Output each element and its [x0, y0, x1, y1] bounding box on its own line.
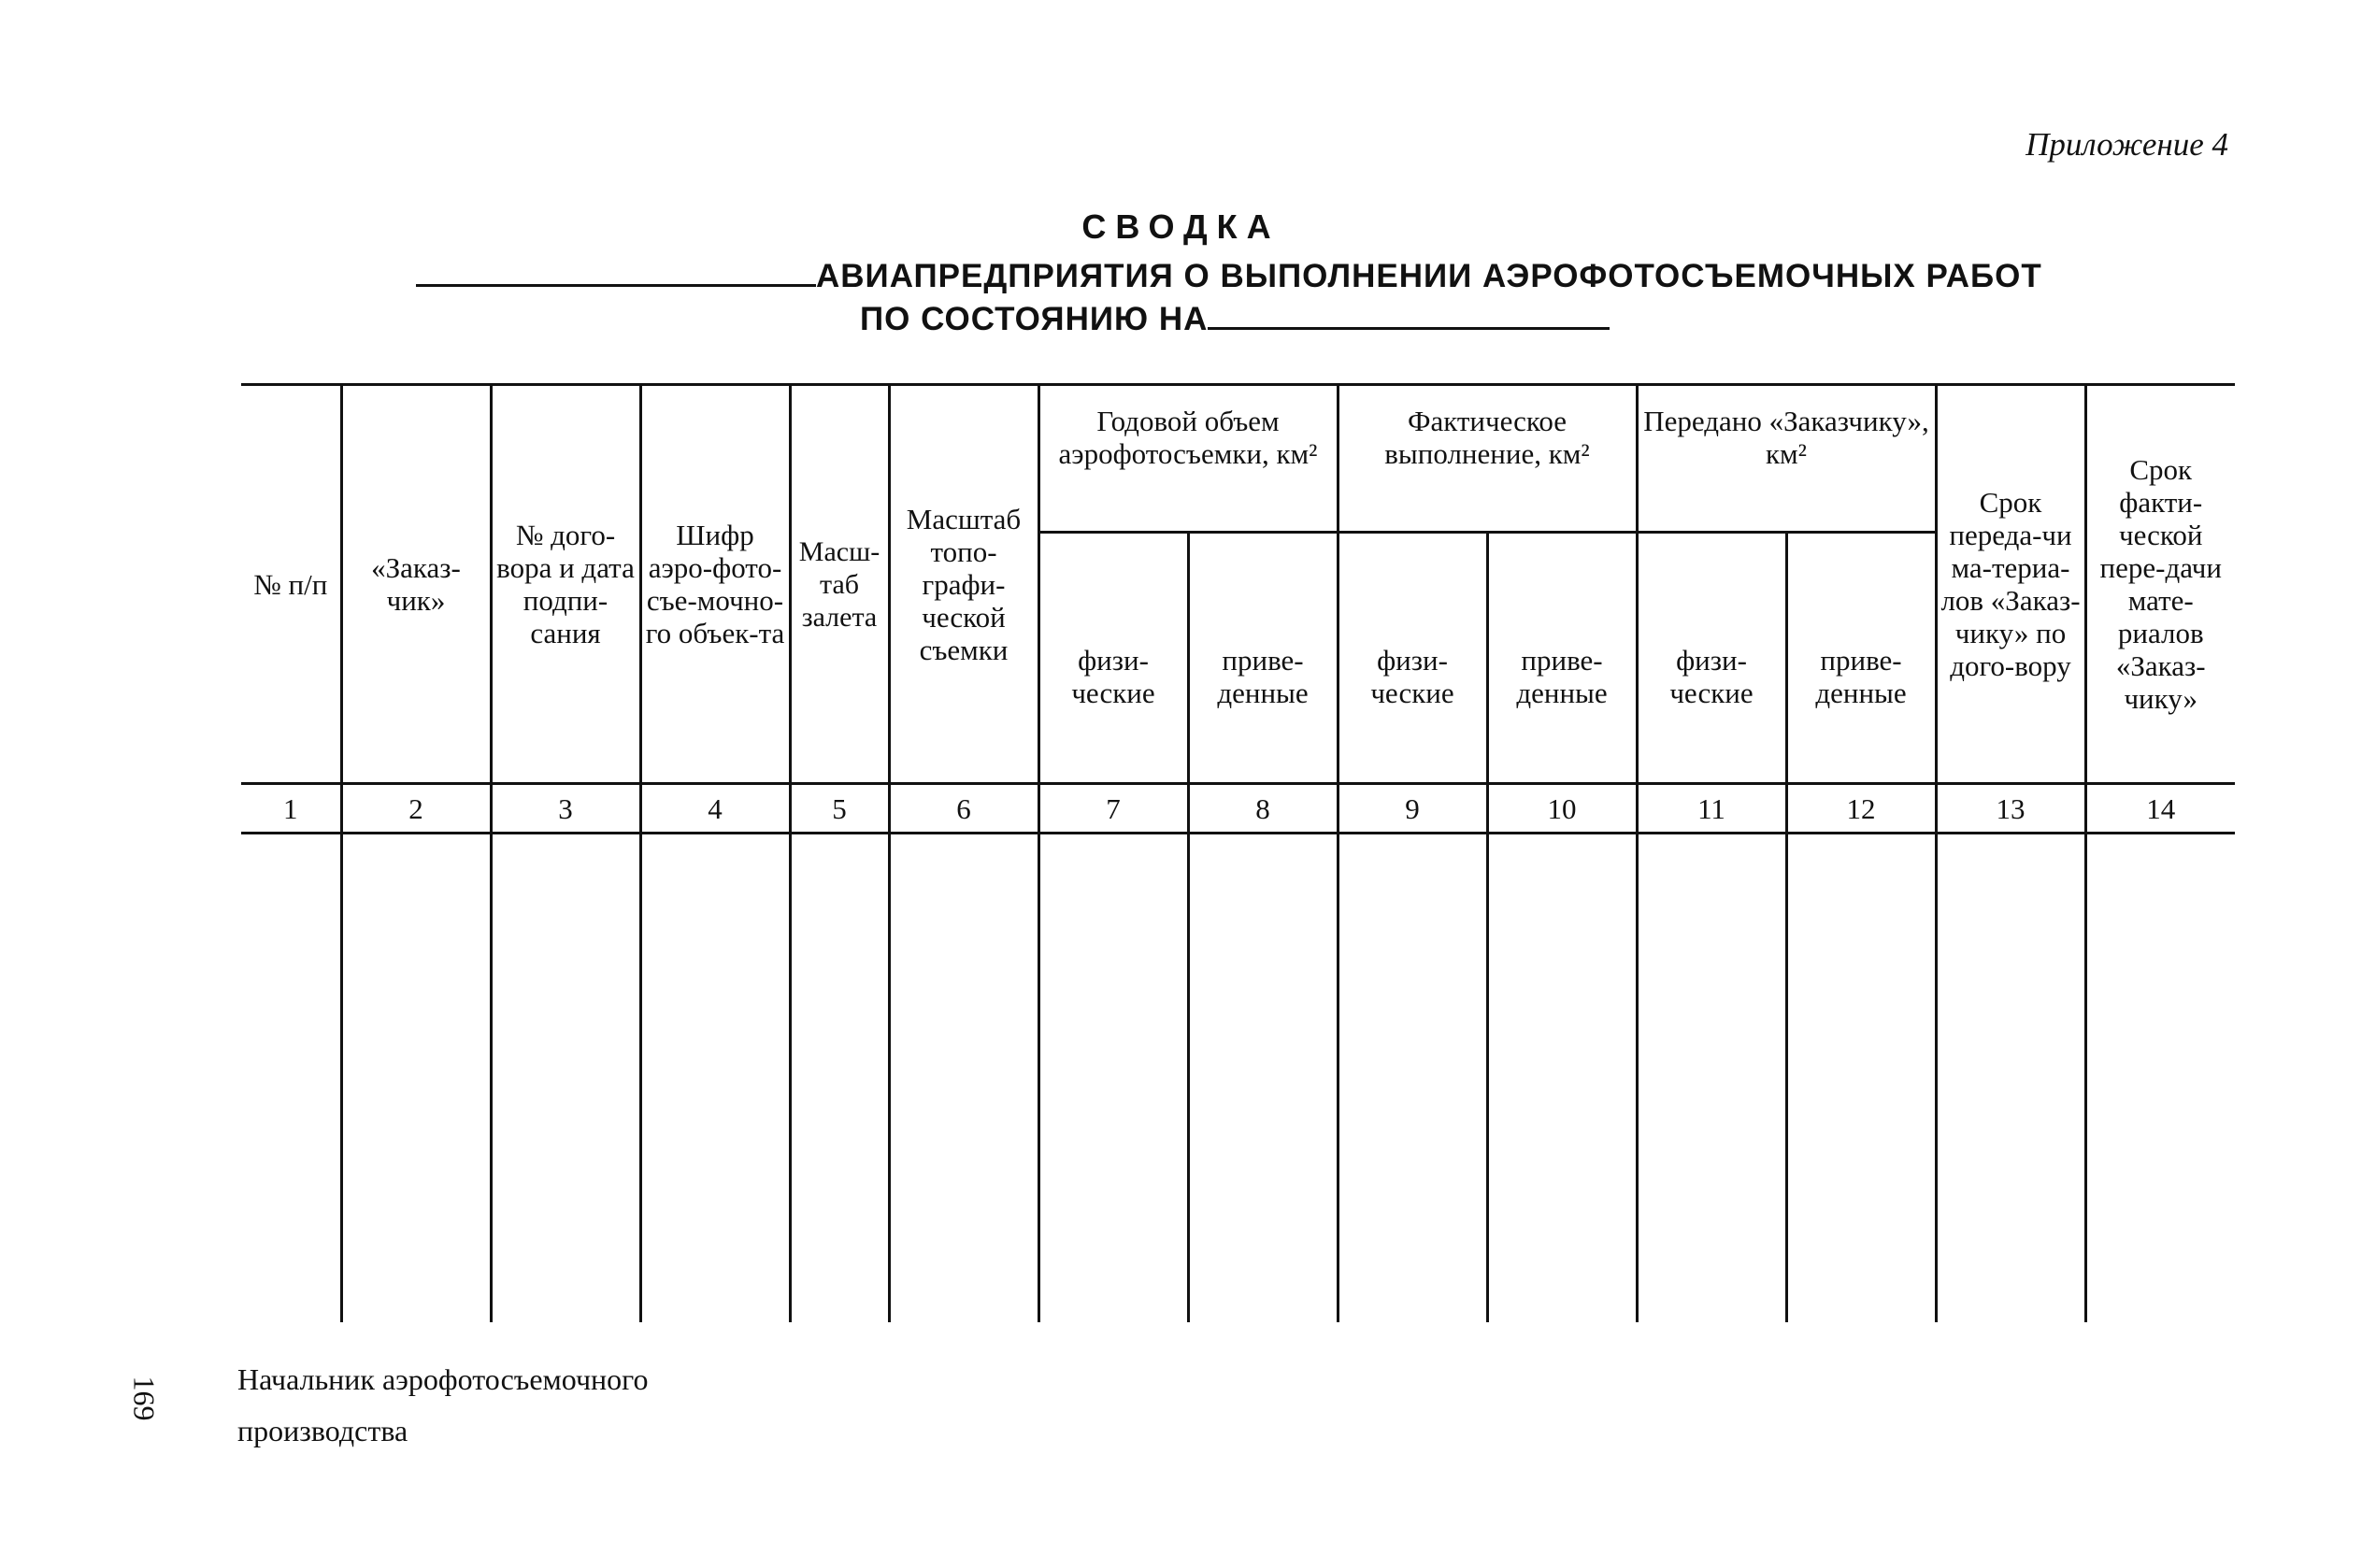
header-annual-physical: физи-ческие [1038, 533, 1188, 784]
column-number: 10 [1487, 784, 1637, 834]
signature-title-line-1: Начальник аэрофотосъемочного [237, 1362, 649, 1396]
empty-cell[interactable] [2085, 834, 2235, 1322]
document-title: СВОДКА [1081, 207, 1281, 246]
header-actual-transfer: Срок факти-ческой пере-дачи мате-риалов «Заказ-чику» [2085, 385, 2235, 784]
subtitle-line-1-text: АВИАПРЕДПРИЯТИЯ О ВЫПОЛНЕНИИ АЭРОФОТОСЪЕМОЧНЫХ РАБОТ [816, 258, 2042, 294]
column-number: 5 [790, 784, 889, 834]
header-transferred: Передано «Заказчику», км² [1637, 385, 1936, 533]
header-transferred-physical: физи-ческие [1637, 533, 1786, 784]
column-number: 2 [341, 784, 491, 834]
summary-table [241, 383, 2235, 1322]
column-number: 1 [241, 784, 341, 834]
page-number: 169 [127, 1376, 162, 1421]
header-row-1 [241, 385, 2235, 533]
empty-cell[interactable] [341, 834, 491, 1322]
column-number: 8 [1188, 784, 1338, 834]
column-number-row [241, 784, 2235, 834]
header-customer: «Заказ-чик» [341, 385, 491, 784]
header-survey-scale: Масштаб топо-графи-ческой съемки [889, 385, 1038, 784]
empty-cell[interactable] [790, 834, 889, 1322]
empty-cell[interactable] [491, 834, 640, 1322]
column-number: 3 [491, 784, 640, 834]
header-contract: № дого-вора и дата подпи-сания [491, 385, 640, 784]
header-transferred-reduced: приве-денные [1786, 533, 1936, 784]
column-number: 14 [2085, 784, 2235, 834]
empty-cell[interactable] [1786, 834, 1936, 1322]
header-transfer-deadline: Срок переда-чи ма-териа-лов «Заказ-чику» по дого-вору [1936, 385, 2085, 784]
empty-cell[interactable] [1936, 834, 2085, 1322]
date-blank-line[interactable] [1208, 305, 1610, 330]
appendix-label: Приложение 4 [2026, 126, 2228, 163]
header-flight-scale: Масш-таб залета [790, 385, 889, 784]
column-number: 13 [1936, 784, 2085, 834]
empty-cell[interactable] [1637, 834, 1786, 1322]
header-actual-physical: физи-ческие [1338, 533, 1487, 784]
subtitle-line-1 [416, 258, 2042, 295]
empty-cell[interactable] [640, 834, 790, 1322]
empty-cell[interactable] [1338, 834, 1487, 1322]
header-annual-reduced: приве-денные [1188, 533, 1338, 784]
header-actual-completion: Фактическое выполнение, км² [1338, 385, 1637, 533]
signature-title-line-2: производства [237, 1414, 408, 1447]
empty-data-row [241, 834, 2235, 1322]
column-number: 6 [889, 784, 1038, 834]
header-number: № п/п [241, 385, 341, 784]
column-number: 12 [1786, 784, 1936, 834]
empty-cell[interactable] [241, 834, 341, 1322]
column-number: 11 [1637, 784, 1786, 834]
header-object-code: Шифр аэро-фото-съе-мочно-го объек-та [640, 385, 790, 784]
column-number: 7 [1038, 784, 1188, 834]
enterprise-blank-line[interactable] [416, 262, 816, 287]
empty-cell[interactable] [1038, 834, 1188, 1322]
header-annual-volume: Годовой объем аэрофотосъемки, км² [1038, 385, 1338, 533]
subtitle-line-2-text: ПО СОСТОЯНИЮ НА [860, 301, 1209, 337]
empty-cell[interactable] [1487, 834, 1637, 1322]
header-actual-reduced: приве-денные [1487, 533, 1637, 784]
column-number: 9 [1338, 784, 1487, 834]
column-number: 4 [640, 784, 790, 834]
empty-cell[interactable] [1188, 834, 1338, 1322]
empty-cell[interactable] [889, 834, 1038, 1322]
subtitle-line-2 [860, 301, 1610, 338]
